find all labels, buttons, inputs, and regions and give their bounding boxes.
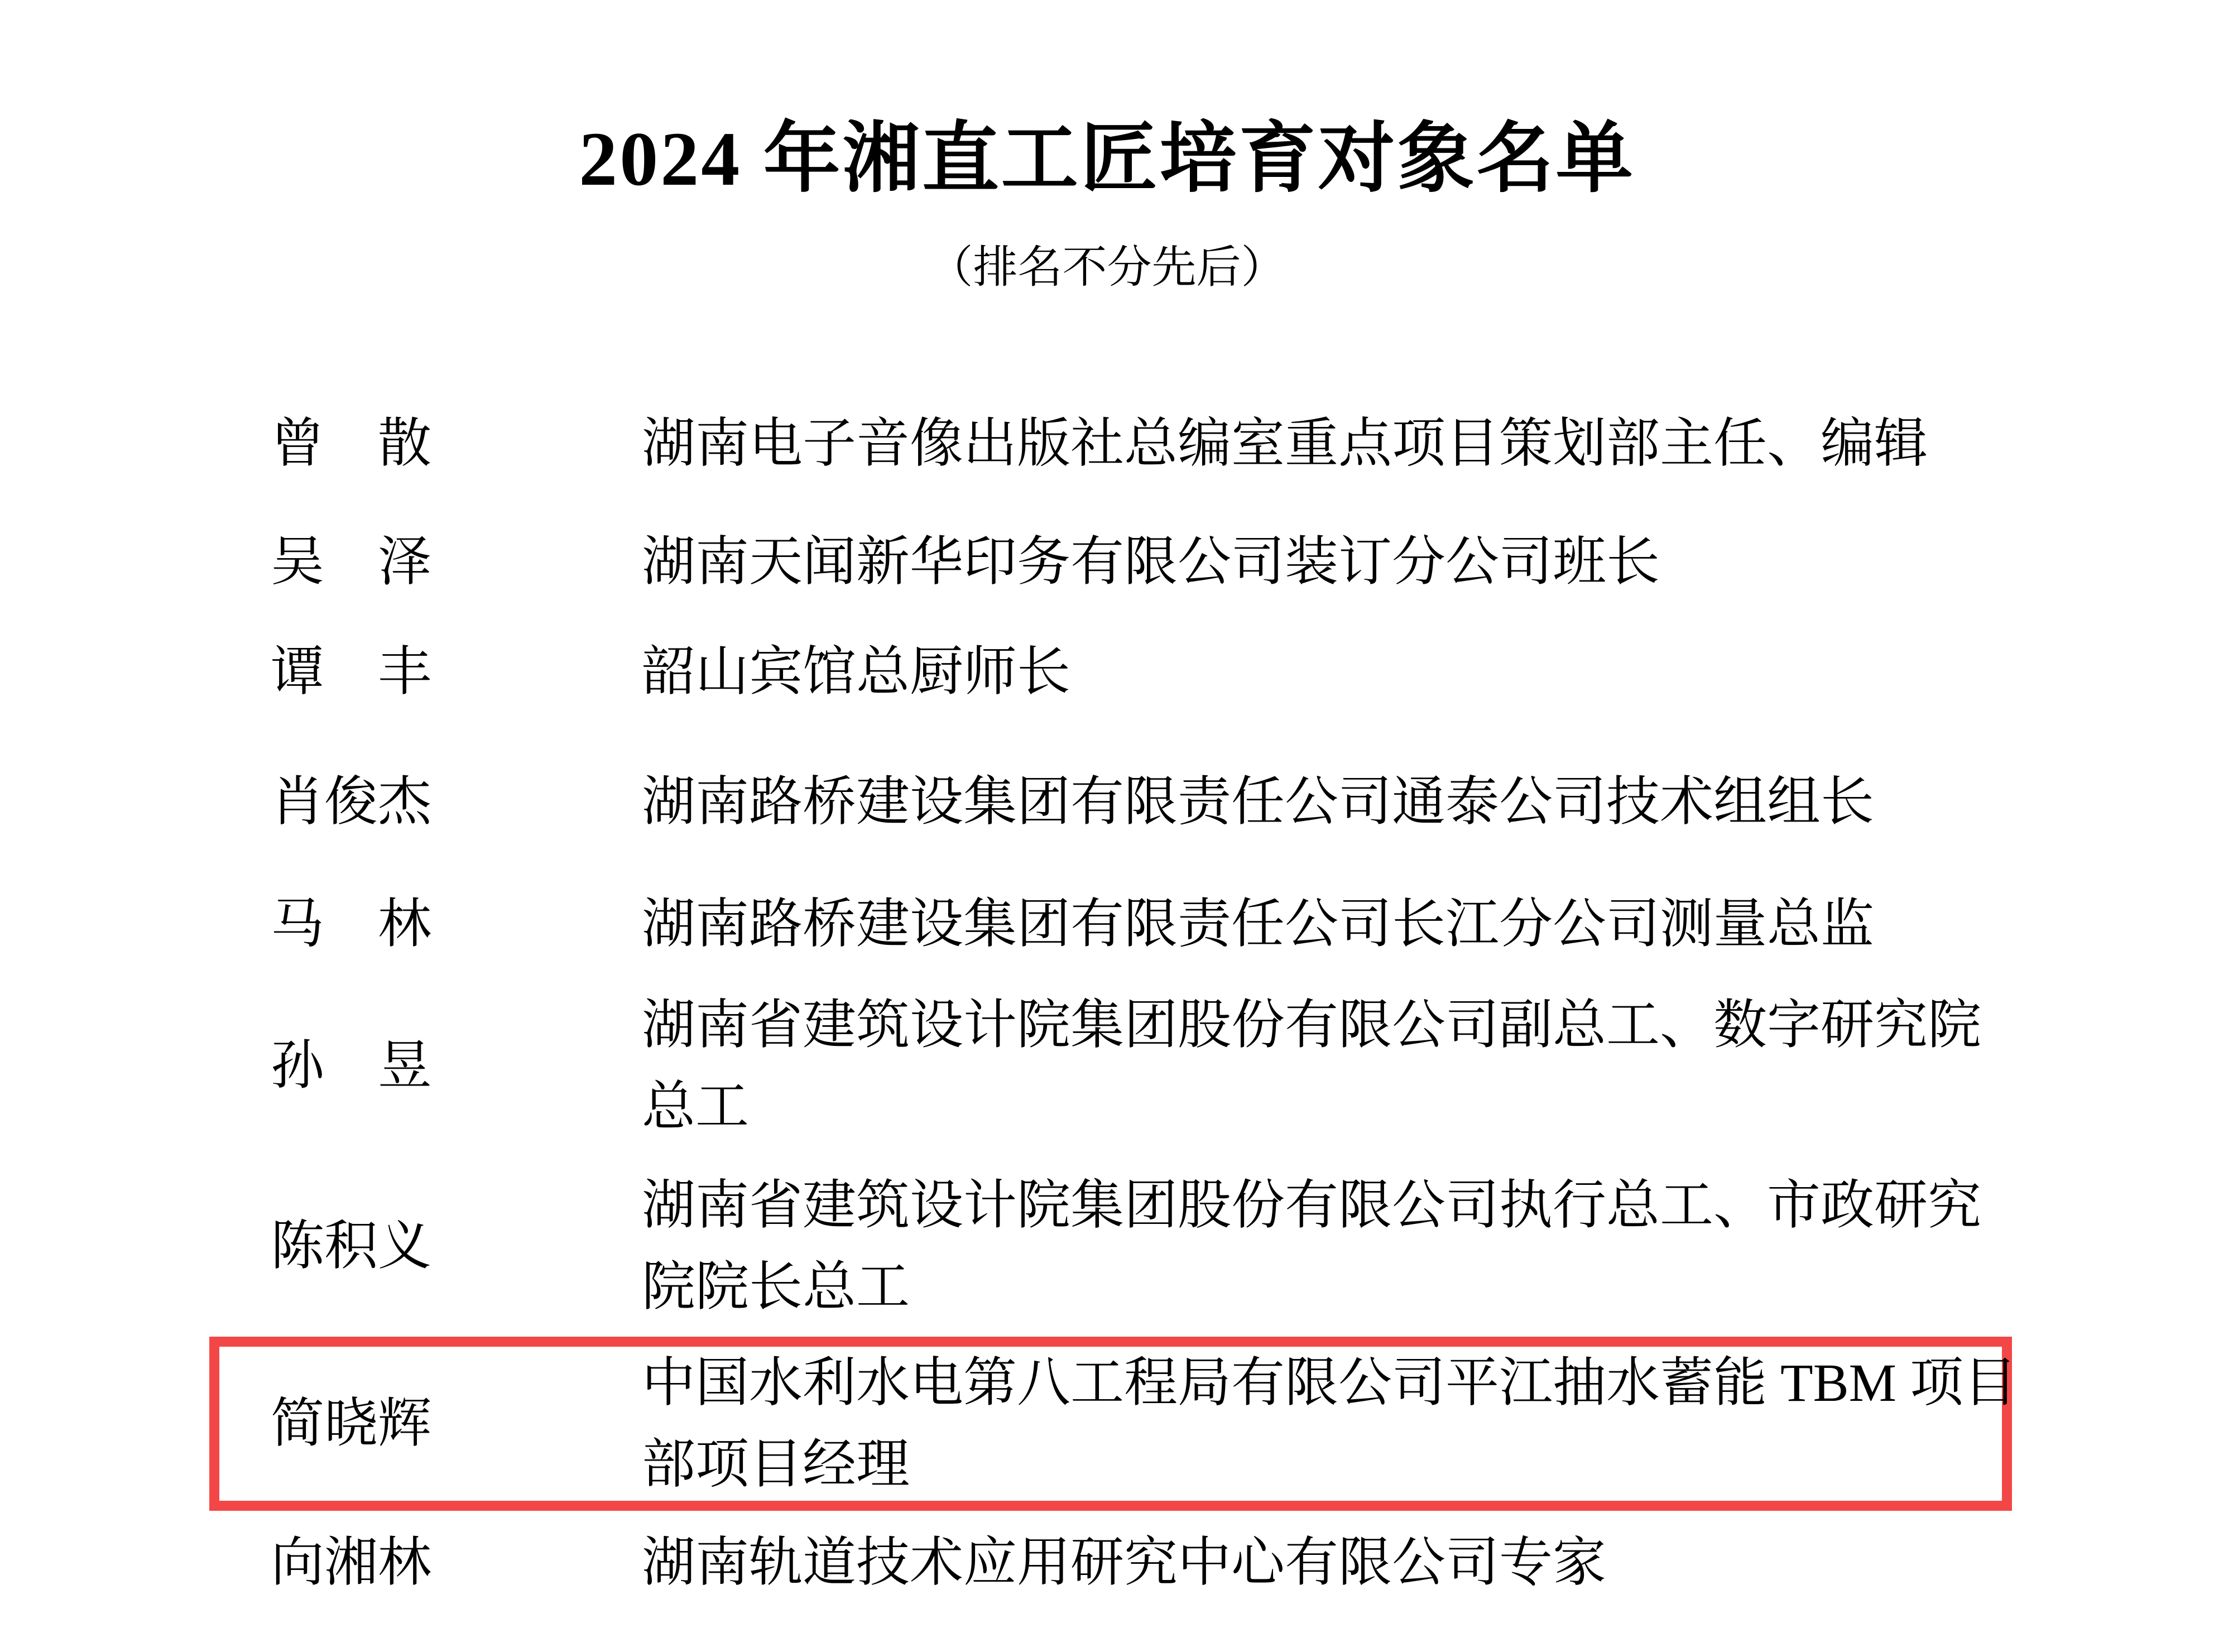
page-subtitle: （排名不分先后） <box>928 243 1286 292</box>
person-position <box>642 1522 1606 1603</box>
position-line: 部项目经理 <box>642 1434 910 1494</box>
position-line: 湖南省建筑设计院集团股份有限公司执行总工、市政研究 <box>642 1175 1981 1235</box>
roster-row <box>271 883 1874 965</box>
position-line: 湖南轨道技术应用研究中心有限公司专家 <box>642 1533 1606 1592</box>
person-position <box>642 403 1928 484</box>
person-position <box>642 883 1874 965</box>
person-name: 谭 丰 <box>271 642 431 702</box>
position-line: 院院长总工 <box>642 1257 910 1317</box>
position-line: 湖南省建筑设计院集团股份有限公司副总工、数字研究院 <box>642 995 1981 1055</box>
person-position <box>642 1165 1981 1328</box>
person-name: 肖俊杰 <box>271 772 431 832</box>
position-line: 中国水利水电第八工程局有限公司平江抽水蓄能 TBM 项目 <box>642 1353 2018 1413</box>
position-line: 湖南天闻新华印务有限公司装订分公司班长 <box>642 532 1660 592</box>
roster-row <box>271 521 1660 603</box>
person-position <box>642 985 1981 1147</box>
person-name: 马 林 <box>271 894 431 954</box>
person-position <box>642 1342 2017 1505</box>
person-position <box>642 521 1660 603</box>
person-name: 吴 泽 <box>271 532 431 592</box>
position-line: 总工 <box>642 1077 749 1136</box>
roster-row <box>271 1165 1981 1328</box>
person-name: 曾 散 <box>271 414 431 473</box>
roster-row <box>271 631 1070 713</box>
person-position <box>642 631 1070 713</box>
roster-row-highlighted <box>271 1342 2017 1505</box>
person-name: 陈积义 <box>271 1216 431 1276</box>
page-title: 2024 年湘直工匠培育对象名单 <box>579 116 1635 201</box>
roster-row <box>271 403 1928 484</box>
position-line: 湖南电子音像出版社总编室重点项目策划部主任、编辑 <box>642 414 1928 473</box>
roster-row <box>271 761 1874 843</box>
roster-row <box>271 1522 1606 1603</box>
position-line: 韶山宾馆总厨师长 <box>642 642 1070 702</box>
person-name: 简晓辉 <box>271 1394 431 1453</box>
roster-row <box>271 985 1981 1147</box>
person-name: 向湘林 <box>271 1533 431 1592</box>
person-position <box>642 761 1874 843</box>
person-name: 孙 昱 <box>271 1036 431 1096</box>
position-line: 湖南路桥建设集团有限责任公司通泰公司技术组组长 <box>642 772 1874 832</box>
position-line: 湖南路桥建设集团有限责任公司长江分公司测量总监 <box>642 894 1874 954</box>
